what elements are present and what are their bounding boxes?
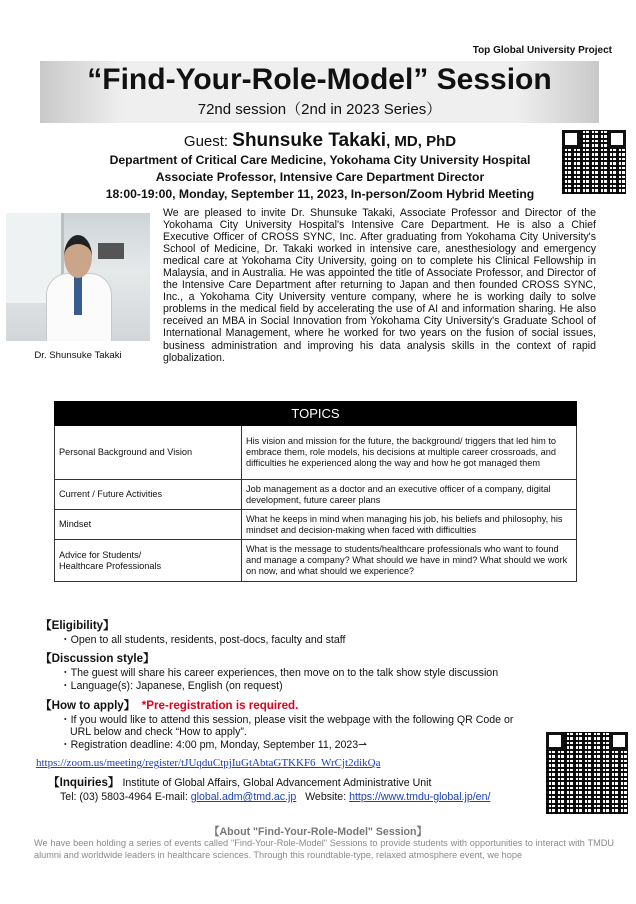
project-label: Top Global University Project (472, 45, 612, 56)
table-row (55, 480, 577, 510)
event-datetime: 18:00-19:00, Monday, September 11, 2023, In-person/Zoom Hybrid Meeting (105, 187, 535, 201)
deadline-item: ・Registration deadline: 4:00 pm, Monday, September 11, 2023⇀ (60, 739, 368, 751)
guest-department: Department of Critical Care Medicine, Yokohama City University Hospital (109, 153, 531, 167)
session-subtitle: 72nd session（2nd in 2023 Series） (197, 101, 442, 118)
contact-line (60, 791, 490, 803)
apply-item-line-2: URL below and check “How to apply”. (70, 726, 247, 738)
qr-code-icon[interactable] (546, 732, 628, 814)
guest-prefix: Guest: (183, 133, 233, 150)
topics-header-row (55, 402, 577, 426)
topic-description: Job management as a doctor and an executive officer of a company, digital development, future career plans (242, 480, 577, 510)
topic-cell: Mindset (55, 510, 242, 540)
topic-description: What he keeps in mind when managing his job, his beliefs and philosophy, his mindset and decision-making when faced with difficulties (242, 510, 577, 540)
guest-position: Associate Professor, Intensive Care Department Director (155, 170, 485, 184)
discussion-heading: 【Discussion style】 (40, 652, 155, 665)
topics-heading: TOPICS (55, 402, 577, 426)
topic-cell (55, 540, 242, 582)
language-item: ・Language(s): Japanese, English (on request) (60, 680, 283, 692)
inquiries-line (48, 774, 431, 790)
topics-table (54, 401, 577, 582)
registration-link[interactable]: https://zoom.us/meeting/register/tJUqduCtpjIuGtAbtaGTKKF6_WrCjt2dikQa (36, 757, 381, 769)
table-row (55, 540, 577, 582)
guest-degree: , MD, PhD (386, 133, 457, 150)
topic-cell: Current / Future Activities (55, 480, 242, 510)
topic-line-1: Advice for Students/ (59, 549, 142, 560)
discussion-item: ・The guest will share his career experiences, then move on to the talk show style discussion (60, 667, 499, 679)
contact-tel: Tel: (03) 5803-4964 E-mail: (60, 791, 191, 803)
guest-introduction: We are pleased to invite Dr. Shunsuke Takaki, Associate Professor and Director of the Yokohama City University Hospital's Intensive Care Department. He is also a Chief Executive Officer of CROSS SYNC, Inc. After graduating from Yokohama City University's School of Medicine, Dr. Takaki worked in intensive care, anesthesiology and emergency medical care at Yokohama City University, going on to complete his Clinical Fellowship in Malaysia, and in Australia. He was appointed the title of Associate Professor, and Director of the Intensive Care Department after returning to Japan and then founded CROSS SYNC, Inc., a Yokohama City University venture company, where he is working daily to solve problems in the medical field by accelerating the use of AI and information sharing. He also received an MBA in Social Innovation from Yokohama City University's Graduate School of International Management, where he worked for two years on the fusion of social issues, business administration and improving his data analysis skills in the context of rapid globalization. (163, 207, 596, 364)
table-row (55, 510, 577, 540)
inquiries-org: Institute of Global Affairs, Global Advancement Administrative Unit (119, 777, 432, 789)
topic-description: What is the message to students/healthcare professionals who want to found and manage a company? What should we have in mind? What should we work on now, and what should we experience? (242, 540, 577, 582)
topic-description: His vision and mission for the future, the background/ triggers that led him to embrace them, role models, his decisions at multiple career crossroads, and difficulties he experienced along the way and how he got managed them (242, 426, 577, 480)
eligibility-heading: 【Eligibility】 (40, 619, 115, 632)
about-text: We have been holding a series of events called "Find-Your-Role-Model" Sessions to provide students with opportunities to interact with TMDU alumni and worldwide leaders in healthcare sciences. Through this roundtable-type, relaxed atmosphere event, we hope (34, 838, 614, 860)
apply-item-line-1: ・If you would like to attend this session, please visit the webpage with the following QR Code or (60, 714, 514, 726)
table-row (55, 426, 577, 480)
topic-cell: Personal Background and Vision (55, 426, 242, 480)
email-link[interactable]: global.adm@tmd.ac.jp (190, 791, 297, 803)
apply-heading (40, 697, 298, 713)
page-title: “Find-Your-Role-Model” Session (87, 63, 552, 96)
topic-line-2: Healthcare Professionals (59, 560, 162, 571)
website-label: Website: (296, 791, 350, 803)
guest-name: Shunsuke Takaki (232, 130, 387, 151)
guest-line (100, 130, 540, 152)
about-heading: 【About "Find-Your-Role-Model" Session】 (208, 826, 428, 838)
pre-registration-notice: *Pre-registration is required. (141, 699, 299, 712)
eligibility-item: ・Open to all students, residents, post-docs, faculty and staff (60, 634, 346, 646)
photo-caption: Dr. Shunsuke Takaki (34, 350, 122, 361)
guest-photo (6, 213, 150, 341)
inquiries-heading: 【Inquiries】 (48, 776, 120, 789)
apply-heading-label: 【How to apply】 (40, 699, 136, 712)
qr-code-icon[interactable] (562, 130, 626, 194)
website-link[interactable]: https://www.tmdu-global.jp/en/ (349, 791, 491, 803)
